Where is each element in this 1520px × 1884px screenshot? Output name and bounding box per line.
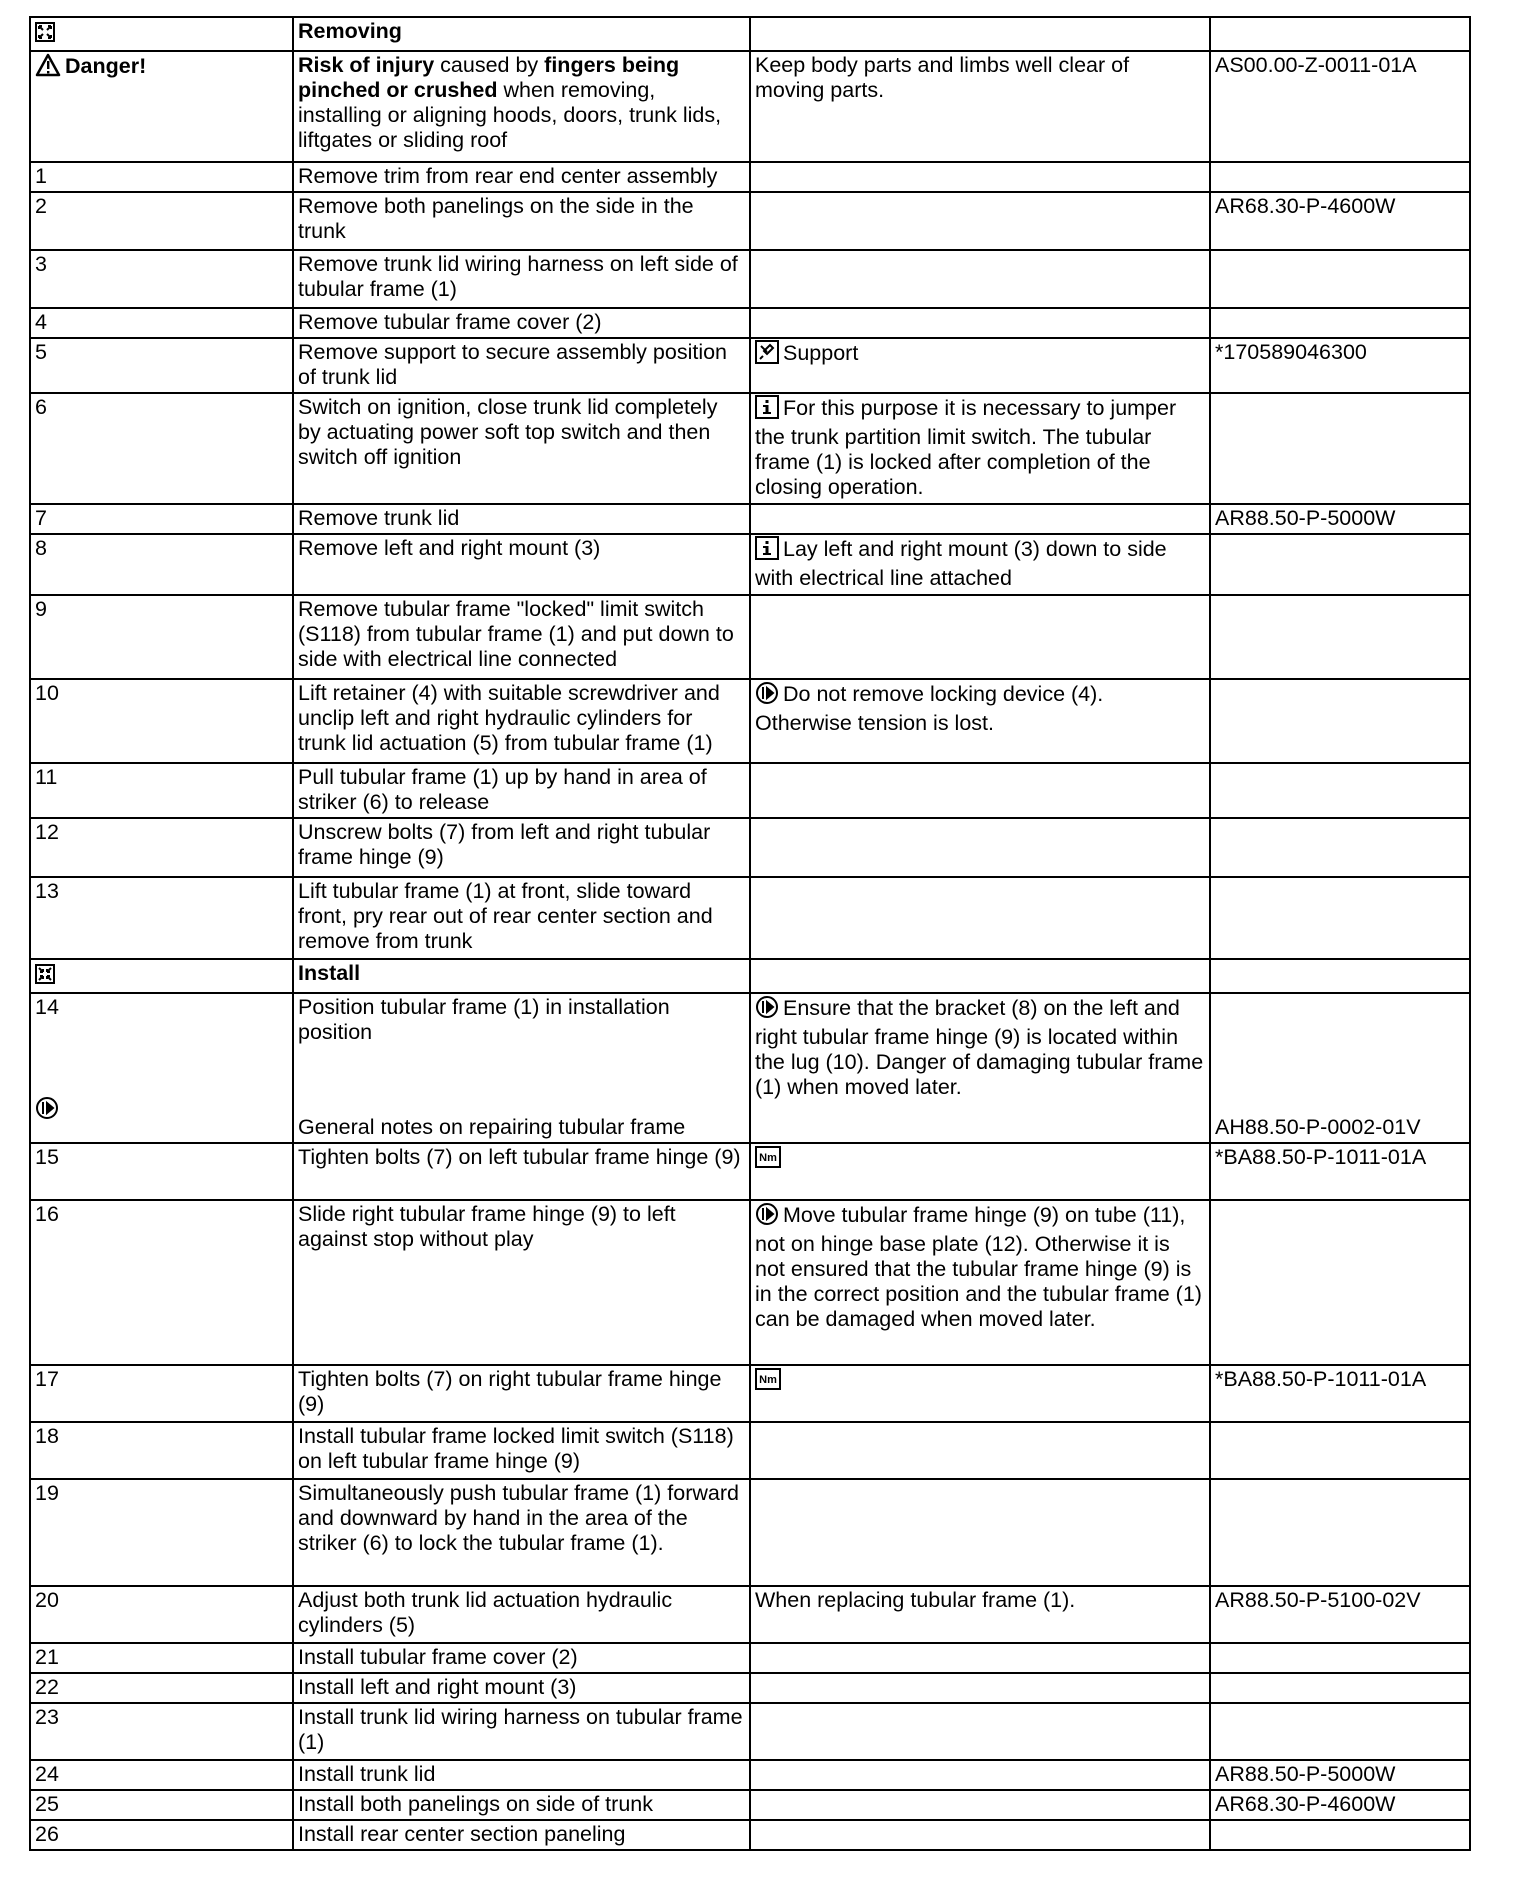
danger-cell [30,51,293,162]
step-ref: AH88.50-P-0002-01V [1215,1115,1421,1139]
step-note [750,1143,1210,1200]
step-row-3 [30,250,1470,308]
step-row-21 [30,1643,1470,1673]
section-row-install [30,959,1470,993]
info-icon [755,536,779,566]
step-number: 12 [30,818,293,877]
caution-arrow-icon [755,1202,779,1232]
warning-triangle-icon [35,53,61,83]
step-row-24 [30,1760,1470,1790]
special-tool-icon [755,340,779,370]
section-row-removing [30,17,1470,51]
step-text: Remove left and right mount (3) [293,534,750,595]
step-note: Do not remove locking device (4). Otherwise tension is lost. [750,679,1210,763]
section-heading: Install [293,959,750,993]
step-row-13 [30,877,1470,959]
step-number: 15 [30,1143,293,1200]
step-row-15 [30,1143,1470,1200]
step-text: Remove trim from rear end center assembly [293,162,750,192]
section-icon [35,22,55,48]
step-note: Ensure that the bracket (8) on the left and right tubular frame hinge (9) is located within the lug (10). Danger of damaging tubular frame (1) when moved later. [750,993,1210,1143]
step-note: Move tubular frame hinge (9) on tube (11), not on hinge base plate (12). Otherwise it is not ensured that the tubular frame hinge (9) is in the correct position and the tubular frame (1) can be damaged when moved later. [750,1200,1210,1365]
step-text: Pull tubular frame (1) up by hand in area of striker (6) to release [293,763,750,818]
step-number: 5 [30,338,293,393]
step-row-14 [30,993,1470,1143]
step-number: 16 [30,1200,293,1365]
step-number: 1 [30,162,293,192]
step-text: Remove tubular frame "locked" limit switch (S118) from tubular frame (1) and put down to side with electrical line connected [293,595,750,679]
step-ref: *170589046300 [1210,338,1470,393]
step-row-7 [30,504,1470,534]
step-row-11 [30,763,1470,818]
step-number: 26 [30,1820,293,1850]
step-note: Support [750,338,1210,393]
section-icon [35,964,55,990]
step-text: Remove trunk lid [293,504,750,534]
step-ref: AR88.50-P-5000W [1210,504,1470,534]
step-ref: AR68.30-P-4600W [1210,1790,1470,1820]
step-ref: AR88.50-P-5000W [1210,1760,1470,1790]
step-text: Unscrew bolts (7) from left and right tubular frame hinge (9) [293,818,750,877]
procedure-table [29,16,1471,1851]
step-text: Tighten bolts (7) on left tubular frame hinge (9) [293,1143,750,1200]
step-ref-cell [1210,993,1470,1143]
step-number: 13 [30,877,293,959]
step-number: 4 [30,308,293,338]
step-number: 20 [30,1586,293,1643]
step-row-12 [30,818,1470,877]
step-row-20 [30,1586,1470,1643]
step-row-26 [30,1820,1470,1850]
general-notes: General notes on repairing tubular frame [298,1115,686,1139]
step-text: Switch on ignition, close trunk lid completely by actuating power soft top switch and then switch off ignition [293,393,750,504]
svg-text:Nm: Nm [759,1152,777,1164]
step-text: Remove both panelings on the side in the trunk [293,192,750,250]
svg-text:Nm: Nm [759,1374,777,1386]
section-cell [30,959,293,993]
step-number: 19 [30,1479,293,1586]
step-number: 14 [35,995,59,1019]
step-text: Simultaneously push tubular frame (1) forward and downward by hand in the area of the striker (6) to lock the tubular frame (1). [293,1479,750,1586]
step-ref: *BA88.50-P-1011-01A [1210,1143,1470,1200]
step-text: Install trunk lid wiring harness on tubular frame (1) [293,1703,750,1760]
step-text: Position tubular frame (1) in installation position [298,995,670,1044]
step-text: Slide right tubular frame hinge (9) to left against stop without play [293,1200,750,1365]
step-row-10 [30,679,1470,763]
step-ref: AR68.30-P-4600W [1210,192,1470,250]
caution-arrow-icon [35,1096,59,1126]
step-row-4 [30,308,1470,338]
step-number: 2 [30,192,293,250]
step-number: 11 [30,763,293,818]
step-row-19 [30,1479,1470,1586]
step-text: Remove support to secure assembly position of trunk lid [293,338,750,393]
step-number: 8 [30,534,293,595]
step-number: 3 [30,250,293,308]
step-number-cell [30,993,293,1143]
torque-nm-icon [755,1146,781,1174]
danger-label: Danger! [65,54,147,78]
danger-text: Risk of injury caused by fingers being pinched or crushed when removing, installing or aligning hoods, doors, trunk lids, liftgates or sliding roof [293,51,750,162]
step-text: Install both panelings on side of trunk [293,1790,750,1820]
step-text: Adjust both trunk lid actuation hydraulic cylinders (5) [293,1586,750,1643]
danger-ref: AS00.00-Z-0011-01A [1210,51,1470,162]
step-number: 25 [30,1790,293,1820]
step-text: Install tubular frame cover (2) [293,1643,750,1673]
caution-arrow-icon [755,681,779,711]
step-number: 18 [30,1422,293,1479]
step-number: 9 [30,595,293,679]
step-row-23 [30,1703,1470,1760]
step-number: 6 [30,393,293,504]
step-row-1 [30,162,1470,192]
step-row-6 [30,393,1470,504]
step-text: Install trunk lid [293,1760,750,1790]
step-row-2 [30,192,1470,250]
step-text: Remove trunk lid wiring harness on left side of tubular frame (1) [293,250,750,308]
step-row-8 [30,534,1470,595]
step-row-5 [30,338,1470,393]
caution-arrow-icon [755,995,779,1025]
step-row-25 [30,1790,1470,1820]
danger-row [30,51,1470,162]
section-heading: Removing [293,17,750,51]
step-text: Install rear center section paneling [293,1820,750,1850]
step-text: Lift retainer (4) with suitable screwdriver and unclip left and right hydraulic cylinders for trunk lid actuation (5) from tubular frame (1) [293,679,750,763]
step-text: Install left and right mount (3) [293,1673,750,1703]
info-icon [755,395,779,425]
step-number: 22 [30,1673,293,1703]
step-ref: AR88.50-P-5100-02V [1210,1586,1470,1643]
step-ref: *BA88.50-P-1011-01A [1210,1365,1470,1422]
step-number: 24 [30,1760,293,1790]
step-row-16 [30,1200,1470,1365]
step-note: Lay left and right mount (3) down to side with electrical line attached [750,534,1210,595]
step-row-22 [30,1673,1470,1703]
danger-note: Keep body parts and limbs well clear of moving parts. [750,51,1210,162]
step-number: 17 [30,1365,293,1422]
step-text: Install tubular frame locked limit switch (S118) on left tubular frame hinge (9) [293,1422,750,1479]
step-row-9 [30,595,1470,679]
step-row-17 [30,1365,1470,1422]
step-text: Remove tubular frame cover (2) [293,308,750,338]
step-text: Lift tubular frame (1) at front, slide toward front, pry rear out of rear center section and remove from trunk [293,877,750,959]
step-note: For this purpose it is necessary to jumper the trunk partition limit switch. The tubular frame (1) is locked after completion of the closing operation. [750,393,1210,504]
torque-nm-icon [755,1368,781,1396]
step-number: 21 [30,1643,293,1673]
step-row-18 [30,1422,1470,1479]
step-note: When replacing tubular frame (1). [750,1586,1210,1643]
step-text: Tighten bolts (7) on right tubular frame hinge (9) [293,1365,750,1422]
step-note [750,1365,1210,1422]
step-text-cell [293,993,750,1143]
step-number: 23 [30,1703,293,1760]
step-number: 7 [30,504,293,534]
section-cell [30,17,293,51]
step-number: 10 [30,679,293,763]
